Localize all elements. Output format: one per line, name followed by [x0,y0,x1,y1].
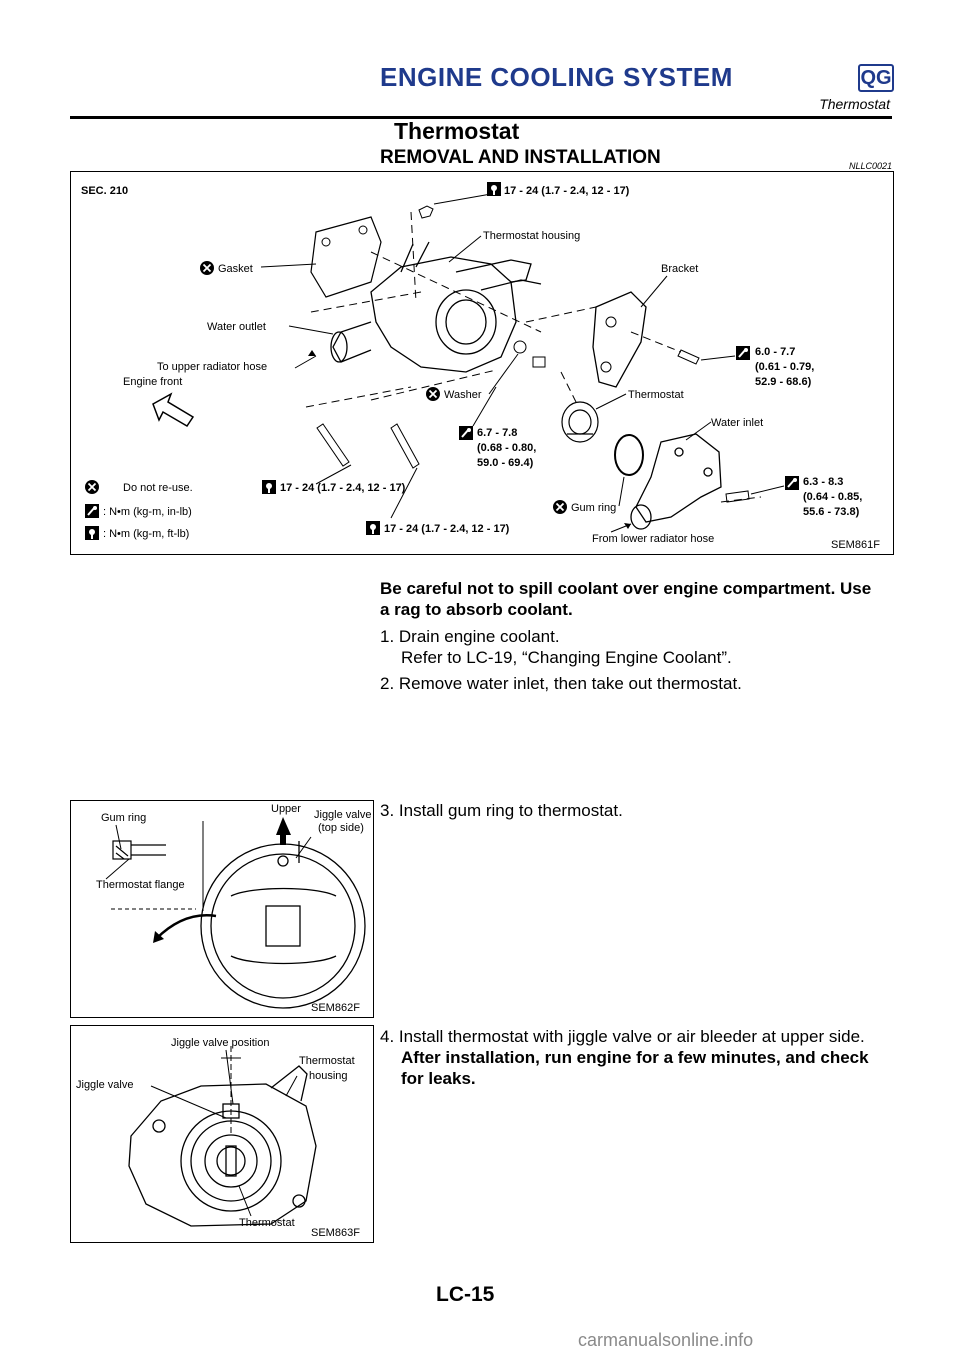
figure-gum-ring [70,800,374,1018]
bolt-drawing [391,424,419,468]
torque-washer-2: (0.68 - 0.80, [477,442,537,454]
washer-drawing [514,341,526,353]
housing-drawing [129,1066,316,1226]
water-inlet-drawing [631,434,721,529]
torque-icon [785,476,799,490]
torque-bracket-3: 52.9 - 68.6) [755,376,812,388]
section-code: NLLC0021 [848,161,892,171]
figure-exploded-view [70,171,894,555]
torque-icon [262,480,276,494]
upper-hose-label: To upper radiator hose [157,361,268,373]
housing-label-2: housing [309,1070,348,1082]
torque-bracket-2: (0.61 - 0.79, [755,361,815,373]
torque-washer-3: 59.0 - 69.4) [477,457,534,469]
chapter-title: ENGINE COOLING SYSTEM [380,62,733,92]
flange-section-drawing [113,841,166,859]
legend-noreuse: Do not re-use. [123,482,193,494]
noreuse-icon [553,500,567,514]
housing-label: Thermostat housing [483,230,581,242]
water-outlet-label: Water outlet [207,321,266,333]
legend-inlb: : N•m (kg-m, in-lb) [103,506,192,518]
engine-front-arrow [153,394,193,426]
thermostat-label: Thermostat [239,1217,295,1229]
bolt-icon [419,206,433,218]
housing-label-1: Thermostat [299,1055,355,1067]
step-1-ref: Refer to LC-19, “Changing Engine Coolant”. [401,648,732,667]
figure-code: SEM863F [311,1227,360,1239]
thermostat-label: Thermostat [628,389,684,401]
sec-number: SEC. 210 [81,185,129,197]
torque-icon [85,526,99,540]
washer-label: Washer [444,389,482,401]
torque-inlet-1: 6.3 - 8.3 [803,476,844,488]
gum-ring-label: Gum ring [101,812,147,824]
bracket-drawing [593,292,646,387]
position-label: Jiggle valve position [171,1037,270,1049]
lower-hose-label: From lower radiator hose [592,533,715,545]
thermostat-top-drawing [201,841,365,1008]
watermark: carmanualsonline.info [578,1330,754,1350]
torque-icon [736,346,750,360]
figure-jiggle-valve [70,1025,374,1243]
gasket-label: Gasket [218,263,253,275]
step-4-note-2: for leaks. [401,1069,476,1088]
caution-line-1: Be careful not to spill coolant over engine compartment. Use [380,579,872,598]
upper-arrow [276,817,291,845]
torque-icon [366,521,380,535]
torque-bracket-1: 6.0 - 7.7 [755,346,796,358]
torque-washer-1: 6.7 - 7.8 [477,427,518,439]
caution-line-2: a rag to absorb coolant. [380,600,573,619]
step-3: 3. Install gum ring to thermostat. [380,801,623,820]
gasket-shape [311,217,381,297]
curved-arrow [156,915,216,939]
bracket-label: Bracket [661,263,699,275]
step-2: 2. Remove water inlet, then take out thermostat. [380,674,742,693]
gum-ring-label: Gum ring [571,502,617,514]
section-title: Thermostat [394,118,520,144]
noreuse-icon [85,480,99,494]
step-4-note-1: After installation, run engine for a few minutes, and check [401,1048,869,1067]
step-1: 1. Drain engine coolant. [380,627,560,646]
header-subtitle: Thermostat [819,96,890,112]
thermostat-housing-drawing [331,242,541,372]
figure-code: SEM862F [311,1002,360,1014]
engine-front-label: Engine front [123,376,183,388]
upper-label: Upper [271,803,301,815]
step-4: 4. Install thermostat with jiggle valve or air bleeder at upper side. [380,1027,865,1046]
torque-left-label: 17 - 24 (1.7 - 2.4, 12 - 17) [280,482,406,494]
noreuse-icon [426,387,440,401]
thermostat-drawing [562,402,598,442]
torque-icon [459,426,473,440]
flange-label: Thermostat flange [96,879,185,891]
torque-bottom-label: 17 - 24 (1.7 - 2.4, 12 - 17) [384,523,510,535]
torque-top-label: 17 - 24 (1.7 - 2.4, 12 - 17) [504,185,630,197]
figure-code: SEM861F [831,539,880,551]
jiggle-valve-label: Jiggle valve [76,1079,134,1091]
water-inlet-label: Water inlet [711,417,764,429]
torque-inlet-2: (0.64 - 0.85, [803,491,863,503]
top-side-label: (top side) [318,822,364,834]
jiggle-valve-label: Jiggle valve [314,809,372,821]
torque-inlet-3: 55.6 - 73.8) [803,506,860,518]
noreuse-icon [200,261,214,275]
engine-code-badge: QG [858,64,894,92]
page-number: LC-15 [436,1283,495,1306]
gum-ring-drawing [615,435,643,475]
section-subtitle: REMOVAL AND INSTALLATION [380,147,661,168]
legend-ftlb: : N•m (kg-m, ft-lb) [103,528,190,540]
bolt-drawing [317,424,349,466]
torque-icon [85,504,99,518]
